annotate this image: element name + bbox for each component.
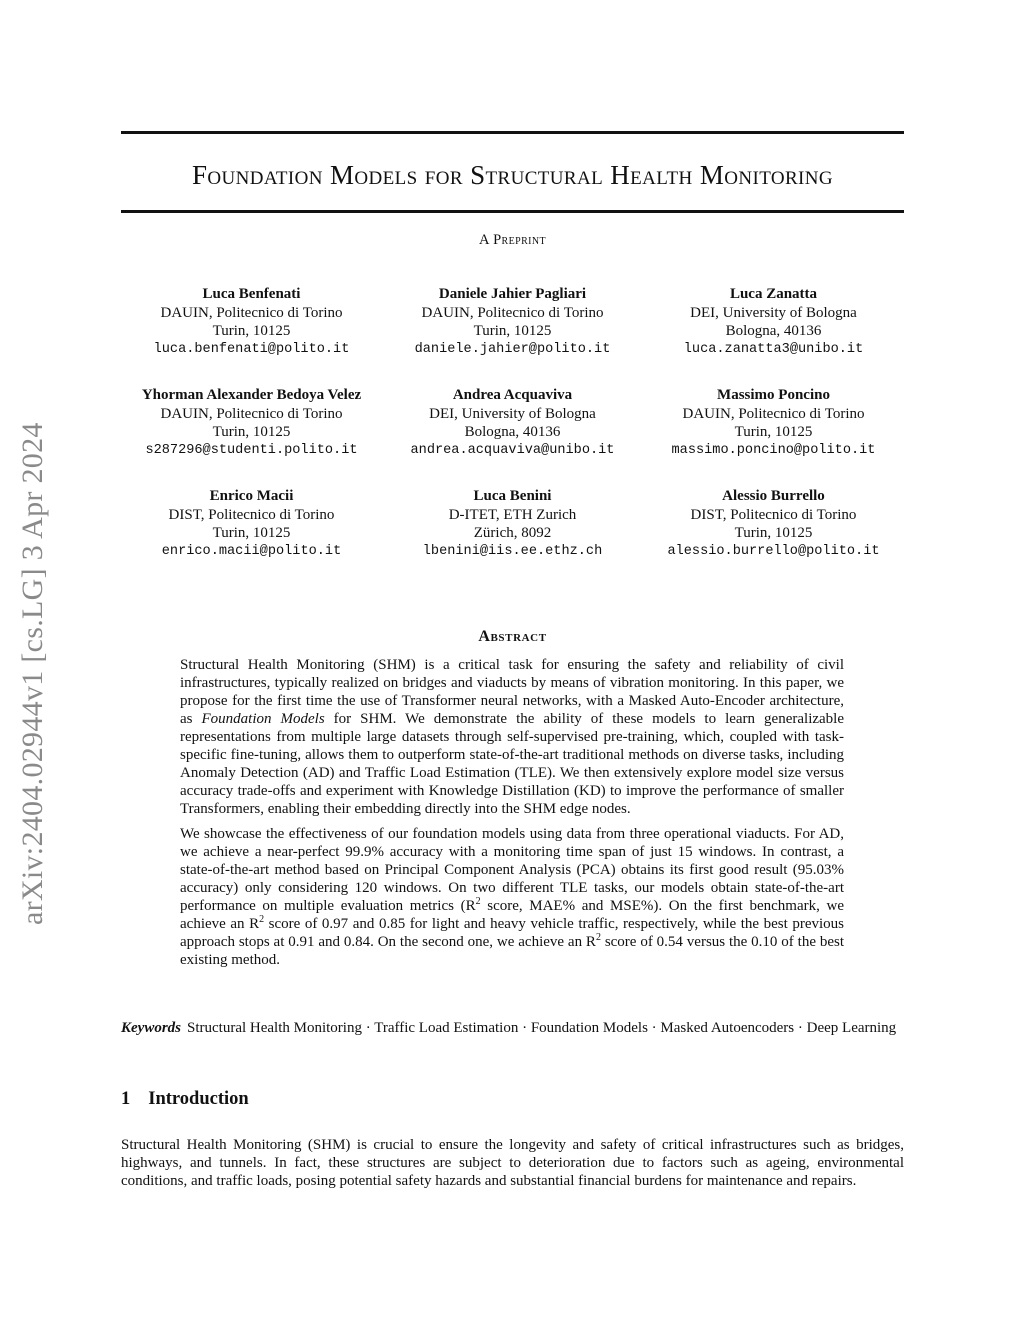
- author-city: Turin, 10125: [734, 525, 813, 541]
- author-affiliation: DEI, University of Bologna: [690, 304, 857, 321]
- author-name: Luca Zanatta: [729, 286, 818, 302]
- abstract-emphasis: Foundation Models: [201, 711, 325, 727]
- keywords-label: Keywords: [121, 1020, 181, 1036]
- author-block: [121, 487, 382, 561]
- author-email[interactable]: luca.zanatta3@unibo.it: [683, 341, 864, 357]
- author-email[interactable]: alessio.burrello@polito.it: [667, 543, 880, 559]
- author-email[interactable]: s287296@studenti.polito.it: [145, 442, 358, 458]
- intro-paragraph: Structural Health Monitoring (SHM) is crucial to ensure the longevity and safety of critical infrastructures such as bridges, highways, and tunnels. In fact, these structures are subject to deterioration due to factors such as ageing, environmental conditions, and traffic loads, posing potential safety hazards and substantial financial burdens for maintenance and repairs.: [121, 1137, 904, 1189]
- author-city: Turin, 10125: [473, 323, 552, 339]
- abstract-text: score, MAE% and MSE%). On the first benchmark, we achieve an R: [180, 898, 844, 932]
- author-affiliation: DAUIN, Politecnico di Torino: [682, 405, 865, 422]
- superscript: 2: [475, 896, 481, 907]
- section-title: Introduction: [148, 1089, 249, 1109]
- author-city: Turin, 10125: [212, 525, 291, 541]
- author-name: Enrico Macii: [209, 488, 294, 504]
- author-affiliation: DAUIN, Politecnico di Torino: [160, 304, 343, 321]
- author-email[interactable]: lbenini@iis.ee.ethz.ch: [422, 543, 603, 559]
- top-rule: [121, 131, 904, 134]
- section-heading: [121, 1089, 249, 1110]
- abstract-text: score of 0.54 versus the 0.10 of the best existing method.: [180, 934, 845, 968]
- author-name: Daniele Jahier Pagliari: [438, 286, 587, 302]
- preprint-label: A Preprint: [478, 232, 547, 248]
- paper-title: Foundation Models for Structural Health Monitoring: [191, 160, 834, 190]
- superscript: 2: [259, 914, 265, 925]
- author-block: [382, 285, 643, 359]
- abstract-text: We showcase the effectiveness of our foundation models using data from three operational viaducts. For AD, we achieve a near-perfect 99.9% accuracy with a monitoring time span of just 15 windows. In contrast, a state-of-the-art method based on Principal Component Analysis (PCA) obtains its first good result (95.03% accuracy) only considering 120 windows. On two different TLE tasks, our models obtain state-of-the-art performance on multiple evaluation metrics (R: [180, 826, 844, 914]
- section-number: 1: [121, 1089, 131, 1109]
- abstract-heading: Abstract: [478, 628, 547, 645]
- title-bottom-rule: [121, 210, 904, 213]
- author-block: [121, 386, 382, 460]
- author-block: [643, 487, 904, 561]
- author-block: [121, 285, 382, 359]
- author-name: Massimo Poncino: [717, 387, 830, 403]
- author-city: Turin, 10125: [212, 424, 291, 440]
- author-city: Bologna, 40136: [725, 323, 822, 339]
- author-name: Alessio Burrello: [722, 488, 825, 504]
- author-affiliation: DIST, Politecnico di Torino: [690, 506, 857, 523]
- author-city: Bologna, 40136: [464, 424, 561, 440]
- abstract-body: [180, 656, 844, 976]
- author-city: Turin, 10125: [212, 323, 291, 339]
- abstract-text: for SHM. We demonstrate the ability of these models to learn generalizable representations from multiple large datasets through self-supervised pre-training, which, coupled with task-specific fine-tuning, allows them to outperform state-of-the-art traditional methods on diverse tasks, including Anomaly Detection (AD) and Traffic Load Estimation (TLE). We then extensively explore model size versus accuracy trade-offs and experiment with Knowledge Distillation (KD) to improve the performance of smaller Transformers, enabling their embedding directly into the SHM edge nodes.: [180, 711, 845, 817]
- keywords-line: [121, 1019, 904, 1038]
- author-block: [643, 285, 904, 359]
- abstract-paragraph-1: [180, 656, 844, 818]
- author-name: Andrea Acquaviva: [452, 387, 573, 403]
- author-name: Luca Benfenati: [202, 286, 301, 302]
- author-name: Luca Benini: [473, 488, 552, 504]
- author-block: [382, 487, 643, 561]
- author-affiliation: DEI, University of Bologna: [429, 405, 596, 422]
- author-block: [643, 386, 904, 460]
- author-affiliation: DIST, Politecnico di Torino: [168, 506, 335, 523]
- abstract-text: Structural Health Monitoring (SHM) is a critical task for ensuring the safety and reliability of civil infrastructures, typically realized on bridges and viaducts by means of vibration monitoring. In this paper, we propose for the first time the use of Transformer neural networks, with a Masked Auto-Encoder architecture, as: [180, 657, 844, 727]
- author-grid: [121, 285, 904, 561]
- author-email[interactable]: enrico.macii@polito.it: [161, 543, 342, 559]
- author-email[interactable]: andrea.acquaviva@unibo.it: [410, 442, 615, 458]
- author-affiliation: D-ITET, ETH Zurich: [448, 506, 577, 523]
- intro-body: [121, 1136, 904, 1190]
- abstract-text: score of 0.97 and 0.85 for light and heavy vehicle traffic, respectively, while the best previous approach stops at 0.91 and 0.84. On the second one, we achieve an R: [180, 916, 844, 950]
- author-block: [382, 386, 643, 460]
- arxiv-stamp: arXiv:2404.02944v1 [cs.LG] 3 Apr 2024: [16, 422, 49, 925]
- author-affiliation: DAUIN, Politecnico di Torino: [421, 304, 604, 321]
- author-email[interactable]: massimo.poncino@polito.it: [671, 442, 876, 458]
- author-name: Yhorman Alexander Bedoya Velez: [141, 387, 362, 403]
- superscript: 2: [595, 932, 601, 943]
- keywords-text: Structural Health Monitoring · Traffic Load Estimation · Foundation Models · Masked Autoencoders · Deep Learning: [187, 1020, 897, 1036]
- author-affiliation: DAUIN, Politecnico di Torino: [160, 405, 343, 422]
- author-email[interactable]: luca.benfenati@polito.it: [153, 341, 350, 357]
- author-email[interactable]: daniele.jahier@polito.it: [414, 341, 611, 357]
- abstract-paragraph-2: [180, 825, 844, 969]
- author-city: Turin, 10125: [734, 424, 813, 440]
- author-city: Zürich, 8092: [473, 525, 552, 541]
